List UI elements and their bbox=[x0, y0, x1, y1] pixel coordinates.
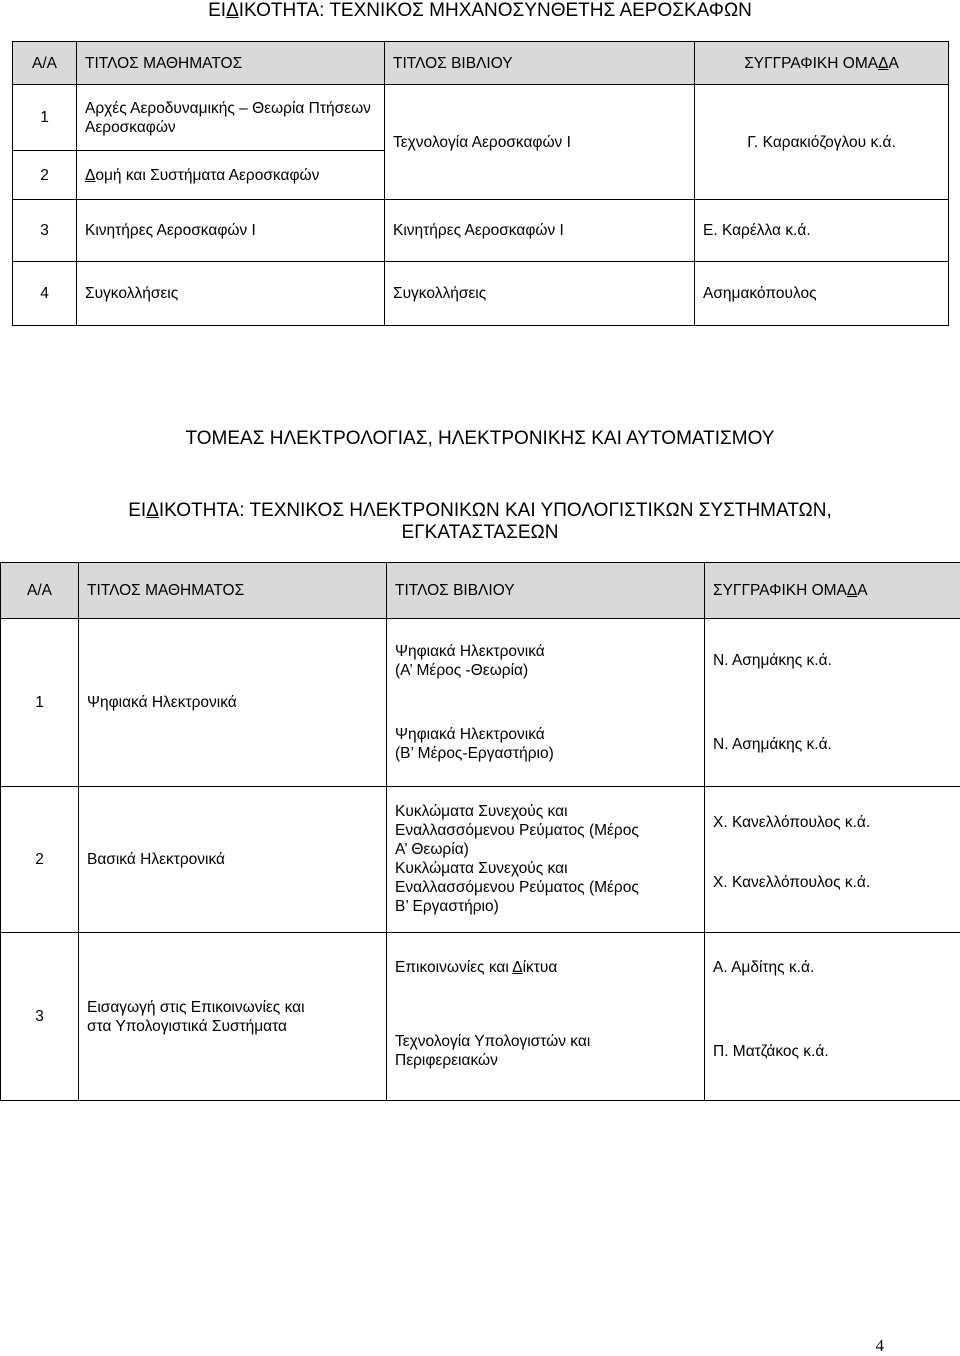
authors: Π. Ματζάκος κ.ά. bbox=[705, 1003, 960, 1101]
row-number: 3 bbox=[13, 200, 77, 262]
row-number: 4 bbox=[13, 262, 77, 326]
book-title: Συγκολλήσεις bbox=[385, 262, 695, 326]
book-title: Κινητήρες Αεροσκαφών Ι bbox=[385, 200, 695, 262]
lesson-title: Ψηφιακά Ηλεκτρονικά bbox=[79, 619, 387, 787]
table-row bbox=[1, 933, 960, 1003]
aircraft-books-table bbox=[12, 41, 949, 326]
authors: Χ. Κανελλόπουλος κ.ά. bbox=[705, 859, 960, 933]
book-title: Κυκλώματα Συνεχούς και Εναλλασσόμενου Ρεύματος (Μέρος Β’ Εργαστήριο) bbox=[387, 859, 705, 933]
row-number: 2 bbox=[13, 151, 77, 200]
row-number: 2 bbox=[1, 787, 79, 933]
authors: Γ. Καρακιόζογλου κ.ά. bbox=[695, 85, 949, 200]
table-row bbox=[1, 619, 960, 703]
authors: Ν. Ασημάκης κ.ά. bbox=[705, 703, 960, 787]
header-authors: ΣΥΓΓΡΑΦΙΚΗ ΟΜΑΔΑ bbox=[695, 42, 949, 85]
header-authors: ΣΥΓΓΡΑΦΙΚΗ ΟΜΑΔΑ bbox=[705, 563, 960, 619]
book-title: Ψηφιακά Ηλεκτρονικά (Β’ Μέρος-Εργαστήριο) bbox=[387, 703, 705, 787]
table-row bbox=[13, 85, 949, 151]
table-row bbox=[13, 262, 949, 326]
authors: Ν. Ασημάκης κ.ά. bbox=[705, 619, 960, 703]
sector-title: ΤΟΜΕΑΣ ΗΛΕΚΤΡΟΛΟΓΙΑΣ, ΗΛΕΚΤΡΟΝΙΚΗΣ ΚΑΙ ΑΥΤΟΜΑΤΙΣΜΟΥ bbox=[0, 428, 960, 450]
row-number: 1 bbox=[1, 619, 79, 787]
table-header-row bbox=[13, 42, 949, 85]
authors: Ε. Καρέλλα κ.ά. bbox=[695, 200, 949, 262]
lesson-title: Αρχές Αεροδυναμικής – Θεωρία Πτήσεων Αεροσκαφών bbox=[77, 85, 385, 151]
book-title: Τεχνολογία Αεροσκαφών Ι bbox=[385, 85, 695, 200]
electronics-books-table bbox=[0, 562, 960, 1101]
table-row bbox=[1, 787, 960, 859]
book-title: Ψηφιακά Ηλεκτρονικά (Α’ Μέρος -Θεωρία) bbox=[387, 619, 705, 703]
header-lesson-title: ΤΙΤΛΟΣ ΜΑΘΗΜΑΤΟΣ bbox=[79, 563, 387, 619]
header-aa: Α/Α bbox=[1, 563, 79, 619]
table-header-row bbox=[1, 563, 960, 619]
lesson-title: Βασικά Ηλεκτρονικά bbox=[79, 787, 387, 933]
specialty-title-electronics: ΕΙΔΙΚΟΤΗΤΑ: ΤΕΧΝΙΚΟΣ ΗΛΕΚΤΡΟΝΙΚΩΝ ΚΑΙ ΥΠΟΛΟΓΙΣΤΙΚΩΝ ΣΥΣΤΗΜΑΤΩΝ, ΕΓΚΑΤΑΣΤΑΣΕΩΝ bbox=[0, 500, 960, 544]
specialty-title-aircraft: ΕΙΔΙΚΟΤΗΤΑ: ΤΕΧΝΙΚΟΣ ΜΗΧΑΝΟΣΥΝΘΕΤΗΣ ΑΕΡΟΣΚΑΦΩΝ bbox=[0, 0, 960, 22]
lesson-title: Εισαγωγή στις Επικοινωνίες και στα Υπολογιστικά Συστήματα bbox=[79, 933, 387, 1101]
book-title: Κυκλώματα Συνεχούς και Εναλλασσόμενου Ρεύματος (Μέρος Α’ Θεωρία) bbox=[387, 787, 705, 859]
header-book-title: ΤΙΤΛΟΣ ΒΙΒΛΙΟΥ bbox=[385, 42, 695, 85]
page-number: 4 bbox=[876, 1336, 885, 1356]
lesson-title: Κινητήρες Αεροσκαφών Ι bbox=[77, 200, 385, 262]
header-book-title: ΤΙΤΛΟΣ ΒΙΒΛΙΟΥ bbox=[387, 563, 705, 619]
row-number: 1 bbox=[13, 85, 77, 151]
authors: Ασημακόπουλος bbox=[695, 262, 949, 326]
header-lesson-title: ΤΙΤΛΟΣ ΜΑΘΗΜΑΤΟΣ bbox=[77, 42, 385, 85]
table-row bbox=[13, 200, 949, 262]
lesson-title: Συγκολλήσεις bbox=[77, 262, 385, 326]
authors: Α. Αμδίτης κ.ά. bbox=[705, 933, 960, 1003]
book-title: Τεχνολογία Υπολογιστών και Περιφερειακών bbox=[387, 1003, 705, 1101]
lesson-title: Δομή και Συστήματα Αεροσκαφών bbox=[77, 151, 385, 200]
authors: Χ. Κανελλόπουλος κ.ά. bbox=[705, 787, 960, 859]
row-number: 3 bbox=[1, 933, 79, 1101]
book-title: Επικοινωνίες και Δίκτυα bbox=[387, 933, 705, 1003]
header-aa: Α/Α bbox=[13, 42, 77, 85]
